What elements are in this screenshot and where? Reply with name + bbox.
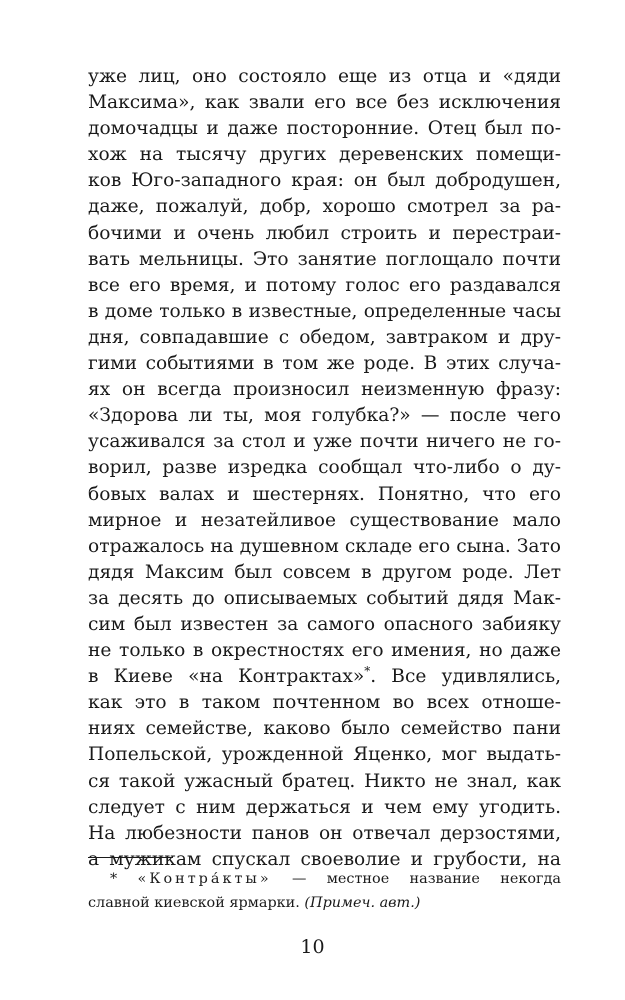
text-line: вать мельницы. Это занятие поглощало почти — [88, 248, 561, 270]
text-line: гими событиями в том же роде. В этих случа- — [88, 353, 561, 375]
text-line: следует с ним держаться и чем ему угодить. — [88, 796, 561, 818]
text-line: не только в окрестностях его имения, но даже — [88, 640, 561, 662]
text-line: в доме только в известные, определенные часы — [88, 300, 561, 322]
footnote-reference: * — [364, 663, 371, 678]
text-line: дня, совпадавшие с обедом, завтраком и дру- — [88, 326, 561, 348]
text-line: бовых валах и шестернях. Понятно, что его — [88, 483, 561, 505]
text-line: уже лиц, оно состояло еще из отца и «дяди — [88, 66, 561, 87]
text-line: усаживался за стол и уже почти ничего не го- — [88, 431, 561, 453]
footnote-author-note: (Примеч. авт.) — [304, 895, 421, 911]
text-line: бочими и очень любил строить и перестраи- — [88, 222, 561, 244]
footnote-divider — [88, 857, 173, 858]
text-line: отражалось на душевном складе его сына. Зато — [88, 535, 561, 557]
text-line: ся такой ужасный братец. Никто не знал, как — [88, 770, 561, 792]
footnote-text: местное название некогда — [326, 871, 561, 887]
text-line: На любезности панов он отвечал дерзостями, — [88, 822, 561, 844]
text-line: за десять до описываемых событий дядя Мак- — [88, 587, 561, 609]
text-segment: в Киеве «на Контрактах» — [88, 666, 365, 688]
text-line: «Здорова ли ты, моя голубка?» — после чего — [88, 405, 561, 427]
text-line: даже, пожалуй, добр, хорошо смотрел за ра- — [88, 196, 561, 218]
footnote-line — [88, 891, 561, 915]
footnote-term: «Контра́кты» — [137, 871, 272, 887]
text-line: Попельской, урожденной Яценко, мог выдать- — [88, 744, 561, 766]
page-number: 10 — [300, 936, 325, 958]
text-line: мирное и незатейливое существование мало — [88, 509, 561, 531]
text-line: дядя Максим был совсем в другом роде. Лет — [88, 561, 561, 583]
text-line: Максима», как звали его все без исключения — [88, 92, 561, 114]
footnote-line — [88, 867, 561, 891]
text-line: а мужикам спускал своеволие и грубости, на — [88, 848, 561, 870]
text-line: как это в таком почтенном во всех отноше- — [88, 692, 561, 714]
text-line: ниях семействе, каково было семейство пани — [88, 718, 561, 740]
text-line: домочадцы и даже посторонние. Отец был по- — [88, 118, 561, 140]
text-line: ях он всегда произносил неизменную фразу: — [88, 379, 561, 401]
main-text — [88, 64, 561, 873]
text-line: сим был известен за самого опасного забияку — [88, 613, 561, 635]
footnote-marker: * — [110, 871, 118, 887]
footnote-text: славной киевской ярмарки. — [88, 895, 300, 911]
text-line-with-footnote-ref — [88, 664, 561, 690]
text-line: ворил, разве изредка сообщал что-либо о ду- — [88, 457, 561, 479]
footnote-dash: — — [292, 871, 307, 887]
footnote — [88, 867, 561, 915]
text-line: хож на тысячу других деревенских помещи- — [88, 144, 561, 166]
text-segment: . Все удивлялись, — [370, 666, 561, 688]
text-line: ков Юго-западного края: он был добродушен, — [88, 170, 561, 192]
text-line: все его время, и потому голос его раздавался — [88, 274, 561, 296]
